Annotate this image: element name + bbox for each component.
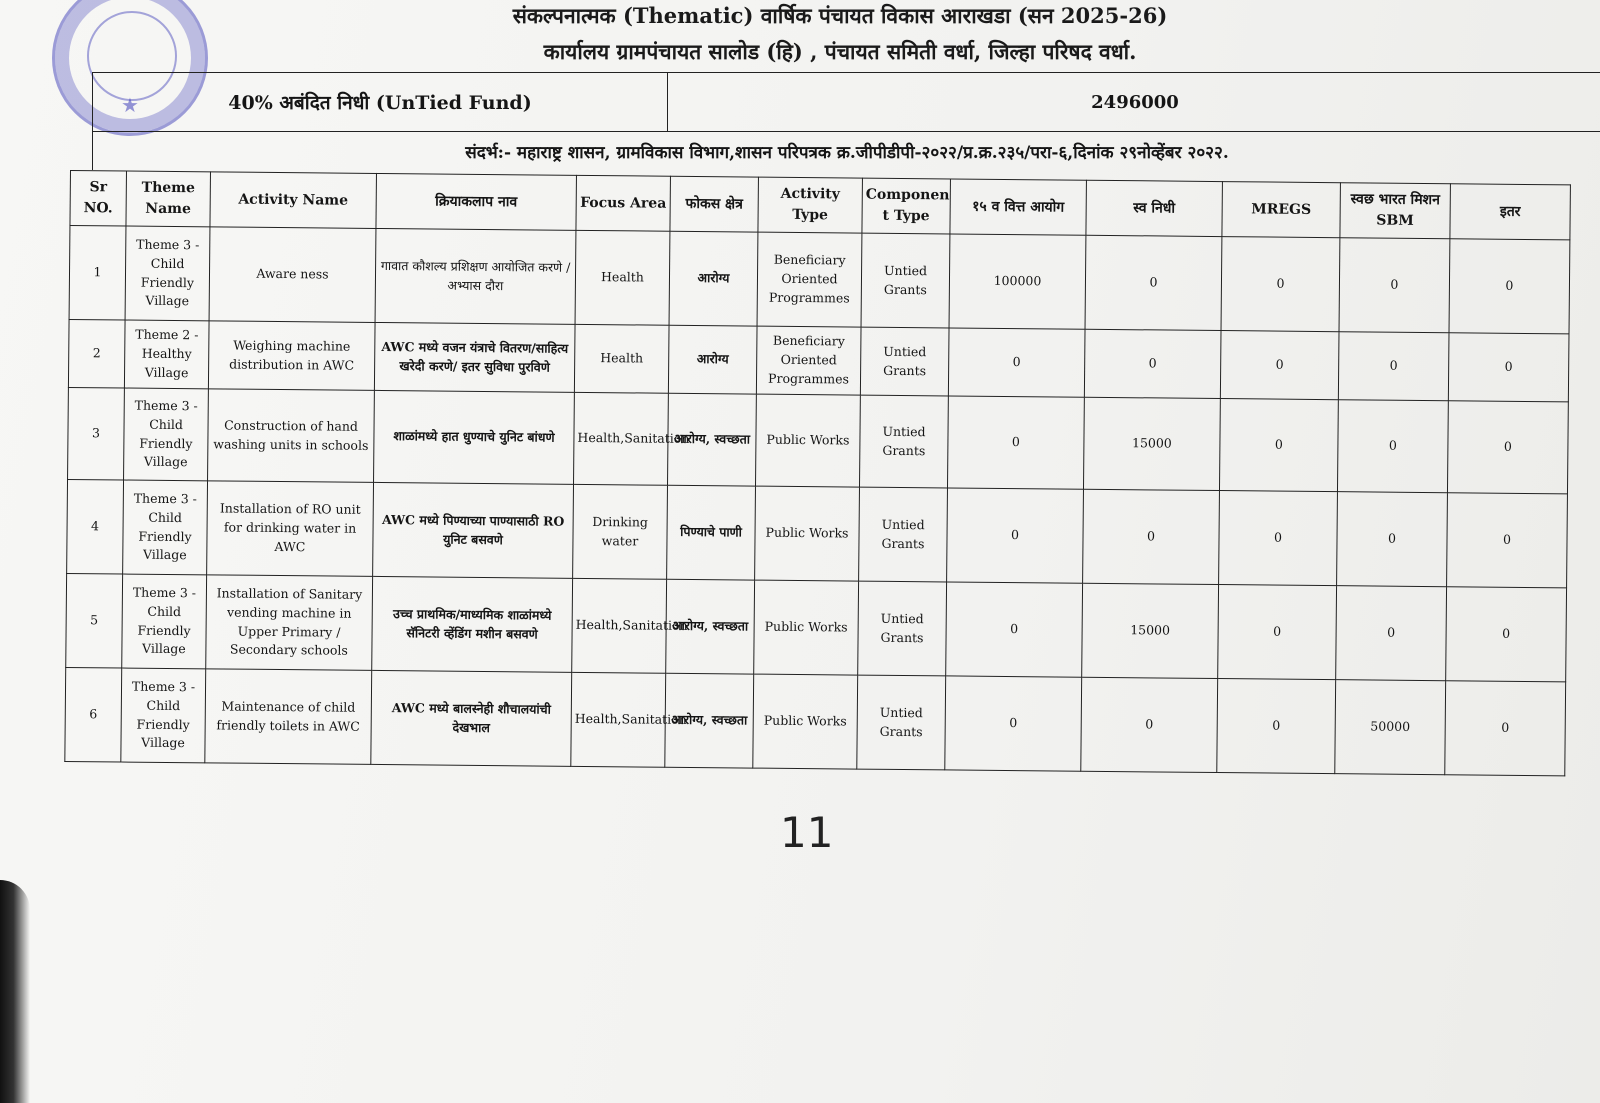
cell-type: Public Works <box>755 486 860 581</box>
cell-focus-mr: पिण्याचे पाणी <box>667 485 756 580</box>
cell-focus-mr: आरोग्य <box>668 325 757 394</box>
cell-component: Untied Grants <box>860 327 949 396</box>
cell-activity-mr: शाळांमध्ये हात धुण्याचे युनिट बांधणे <box>374 390 575 484</box>
cell-fc15: 0 <box>948 328 1085 397</box>
header-sbm: स्वछ भारत मिशन SBM <box>1340 183 1451 239</box>
table-row <box>66 573 1567 681</box>
cell-fc15: 0 <box>947 488 1084 583</box>
cell-component: Untied Grants <box>859 395 948 488</box>
cell-type: Public Works <box>755 394 860 487</box>
cell-theme: Theme 3 - Child Friendly Village <box>125 226 210 321</box>
cell-component: Untied Grants <box>858 581 947 676</box>
page-number: 11 <box>780 808 834 857</box>
cell-sbm: 0 <box>1338 332 1449 401</box>
document-title: संकल्पनात्मक (Thematic) वार्षिक पंचायत विकास आराखडा (सन 2025-26) <box>512 3 1168 28</box>
cell-component: Untied Grants <box>857 675 946 770</box>
cell-sr: 1 <box>69 226 126 321</box>
cell-other: 0 <box>1445 681 1566 776</box>
cell-mregs: 0 <box>1219 399 1338 492</box>
cell-activity: Maintenance of child friendly toilets in AWC <box>205 669 372 765</box>
header-focus-mr: फोकस क्षेत्र <box>670 176 759 232</box>
cell-theme: Theme 2 - Healthy Village <box>124 320 209 389</box>
cell-type: Beneficiary Oriented Programmes <box>756 326 861 395</box>
cell-fc15: 0 <box>945 676 1082 771</box>
header-activity: Activity Name <box>210 172 377 229</box>
header-component: Componen t Type <box>862 178 951 234</box>
cell-sbm: 0 <box>1337 400 1448 493</box>
cell-mregs: 0 <box>1220 331 1339 400</box>
cell-focus-mr: आरोग्य, स्वच्छता <box>665 673 754 768</box>
table-row <box>65 667 1566 775</box>
cell-own: 0 <box>1085 235 1222 330</box>
cell-focus-mr: आरोग्य <box>669 231 758 326</box>
cell-other: 0 <box>1447 493 1568 588</box>
cell-theme: Theme 3 - Child Friendly Village <box>121 668 206 763</box>
cell-other: 0 <box>1449 239 1570 334</box>
cell-focus-mr: आरोग्य, स्वच्छता <box>666 579 755 674</box>
cell-sr: 2 <box>68 319 125 388</box>
header-focus: Focus Area <box>576 175 671 231</box>
cell-type: Public Works <box>753 674 858 769</box>
cell-sr: 4 <box>67 479 124 574</box>
cell-type: Beneficiary Oriented Programmes <box>757 232 862 327</box>
cell-activity: Aware ness <box>209 227 376 323</box>
cell-sbm: 0 <box>1337 492 1448 587</box>
cell-other: 0 <box>1446 587 1567 682</box>
cell-theme: Theme 3 - Child Friendly Village <box>124 388 209 481</box>
fund-summary <box>92 72 1600 132</box>
cell-sbm: 0 <box>1339 238 1450 333</box>
cell-activity-mr: AWC मध्ये बालस्नेही शौचालयांची देखभाल <box>371 670 572 766</box>
cell-focus: Drinking water <box>573 484 668 579</box>
fund-amount: 2496000 <box>1091 91 1179 113</box>
seal-star-icon: ★ <box>121 93 139 117</box>
cell-theme: Theme 3 - Child Friendly Village <box>123 480 208 575</box>
header-theme: Theme Name <box>126 171 211 227</box>
cell-type: Public Works <box>754 580 859 675</box>
cell-own: 0 <box>1084 329 1221 398</box>
cell-sr: 6 <box>65 667 122 762</box>
cell-other: 0 <box>1447 401 1568 494</box>
header-own: स्व निधी <box>1086 180 1223 236</box>
header-sr: Sr NO. <box>70 171 127 227</box>
header-type: Activity Type <box>758 177 863 233</box>
cell-component: Untied Grants <box>859 487 948 582</box>
cell-activity: Weighing machine distribution in AWC <box>208 321 375 391</box>
header-fc15: १५ व वित्त आयोग <box>950 179 1087 235</box>
cell-focus: Health <box>574 324 669 393</box>
cell-sbm: 50000 <box>1335 680 1446 775</box>
cell-own: 0 <box>1081 677 1218 772</box>
cell-mregs: 0 <box>1219 491 1338 586</box>
cell-focus: Health,Sanitation <box>574 392 669 485</box>
table-row <box>69 226 1570 334</box>
page-edge-shadow <box>0 880 30 1103</box>
fund-label: 40% अबंदित निधी (UnTied Fund) <box>93 73 668 131</box>
cell-fc15: 100000 <box>949 234 1086 329</box>
cell-activity-mr: उच्च प्राथमिक/माध्यमिक शाळांमध्ये सॅनिटरी व्हेंडिंग मशीन बसवणे <box>372 576 573 672</box>
cell-component: Untied Grants <box>861 233 950 328</box>
cell-sr: 3 <box>68 387 125 480</box>
cell-activity-mr: गावात कौशल्य प्रशिक्षण आयोजित करणे /अभ्यास दौरा <box>375 228 576 324</box>
cell-activity: Installation of Sanitary vending machine in Upper Primary / Secondary schools <box>206 575 373 671</box>
cell-activity-mr: AWC मध्ये वजन यंत्राचे वितरण/साहित्य खरेदी करणे/ इतर सुविधा पुरविणे <box>374 322 575 392</box>
cell-focus: Health,Sanitation <box>571 672 666 767</box>
table-row <box>68 387 1569 493</box>
activity-table <box>64 170 1571 776</box>
cell-activity-mr: AWC मध्ये पिण्याच्या पाण्यासाठी RO युनिट बसवणे <box>373 482 574 578</box>
cell-own: 0 <box>1083 489 1220 584</box>
cell-fc15: 0 <box>946 582 1083 677</box>
cell-own: 15000 <box>1082 583 1219 678</box>
cell-fc15: 0 <box>947 396 1084 489</box>
cell-sr: 5 <box>66 573 123 668</box>
cell-mregs: 0 <box>1218 585 1337 680</box>
reference-line: संदर्भ:- महाराष्ट्र शासन, ग्रामविकास विभाग,शासन परिपत्रक क्र.जीपीडीपी-२०२२/प्र.क्र.२३५/परा-६,दिनांक २९नोव्हेंबर २०२२. <box>92 132 1600 170</box>
header-other: इतर <box>1450 184 1571 240</box>
cell-sbm: 0 <box>1336 586 1447 681</box>
cell-mregs: 0 <box>1217 679 1336 774</box>
header-activity-mr: क्रियाकलाप नाव <box>376 173 577 230</box>
table-row <box>67 479 1568 587</box>
cell-mregs: 0 <box>1221 237 1340 332</box>
header-mregs: MREGS <box>1222 182 1341 238</box>
cell-own: 15000 <box>1083 397 1220 490</box>
cell-theme: Theme 3 - Child Friendly Village <box>122 574 207 669</box>
cell-focus: Health,Sanitation <box>572 578 667 673</box>
cell-activity: Installation of RO unit for drinking water in AWC <box>207 481 374 577</box>
cell-focus: Health <box>575 230 670 325</box>
cell-other: 0 <box>1448 333 1569 402</box>
cell-focus-mr: आरोग्य, स्वच्छता <box>668 393 757 486</box>
cell-activity: Construction of hand washing units in schools <box>208 389 375 483</box>
document-subtitle: कार्यालय ग्रामपंचायत सालोड (हि) , पंचायत समिती वर्धा, जिल्हा परिषद वर्धा. <box>543 39 1137 64</box>
